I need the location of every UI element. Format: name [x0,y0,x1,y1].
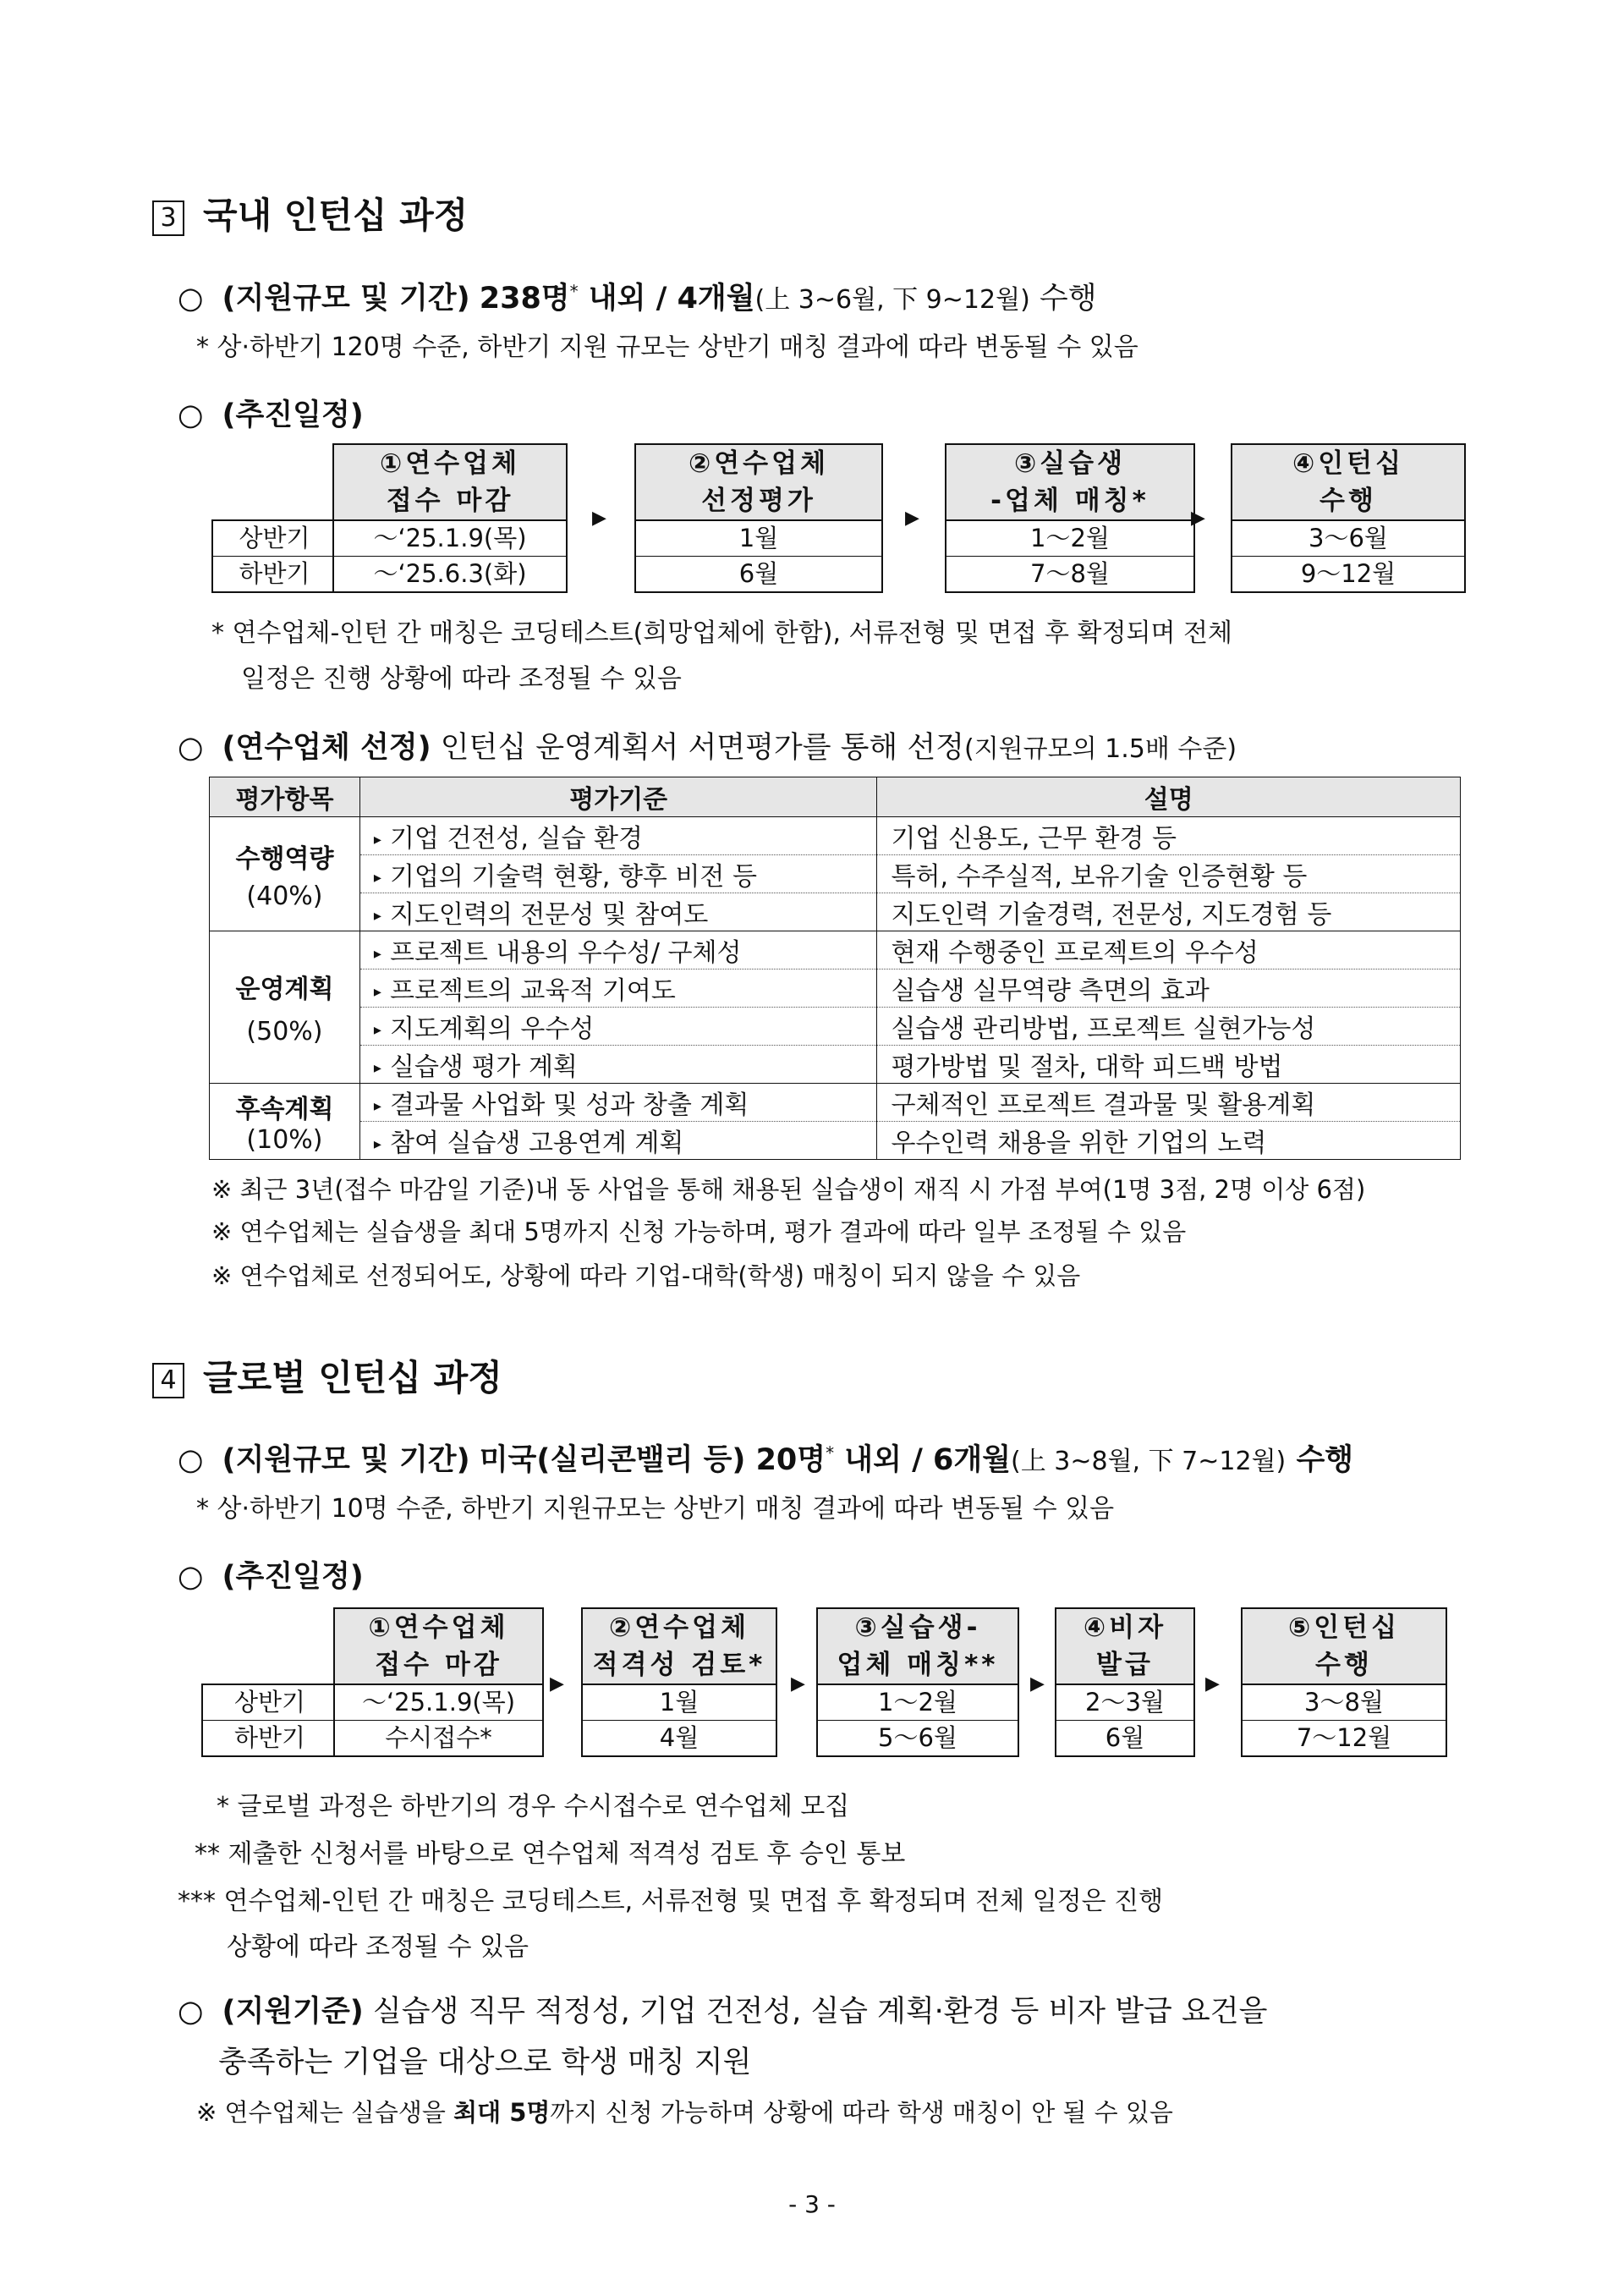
section-number-box: 3 [152,200,184,236]
criterion-text: 지도인력의 전문성 및 참여도 [389,900,709,930]
global-flow-step-1 [333,1607,544,1757]
step-title-line1: ④인턴십 [1232,445,1464,484]
step-title-line1: ①연수업체 [334,445,566,484]
section-3-heading [152,188,468,239]
category-weight: (40%) [246,881,323,911]
selection-note-2: ※ 연수업체는 실습생을 최대 5명까지 신청 가능하며, 평가 결과에 따라 일부 조정될 수 있음 [211,1217,1187,1246]
footnote-star: * [826,1442,835,1464]
criterion-text: 프로젝트의 교육적 기여도 [389,976,676,1006]
step-title-line2: 접수 마감 [335,1646,542,1685]
step-second-half: 6월 [636,556,881,591]
scale-label: (지원규모 및 기간) [222,1443,470,1477]
scale-label: (지원규모 및 기간) [222,282,470,316]
category-cell [210,1084,360,1160]
category-cell [210,931,360,1084]
section-title: 글로벌 인턴십 과정 [203,1357,502,1398]
selection-note-1: ※ 최근 3년(접수 마감일 기준)내 동 사업을 통해 채용된 실습생이 재직 시 가점 부여(1명 3점, 2명 이상 6점) [211,1175,1366,1204]
global-schedule-note-4: 상황에 따라 조정될 수 있음 [227,1932,529,1962]
table-row [210,969,1461,1008]
step-first-half: 2～3월 [1085,1688,1165,1717]
selection-bullet-line [178,724,1237,766]
category-name: 수행역량 [235,843,334,874]
selection-text: 인턴십 운영계획서 서면평가를 통해 선정 [431,731,964,765]
schedule-bullet-line [178,392,364,434]
step-title-line1: ①연수업체 [335,1609,542,1648]
description-text: 우수인력 채용을 위한 기업의 노력 [877,1122,1461,1160]
triangle-bullet-icon: ▸ [373,907,381,925]
row-label-first-half: 상반기 [239,524,310,552]
schedule-note-line2: 일정은 진행 상황에 따라 조정될 수 있음 [241,664,682,694]
row-label-second-half: 하반기 [213,556,336,591]
step-second-half: 7～8월 [946,556,1193,591]
triangle-bullet-icon: ▸ [373,1059,381,1077]
flow-step-4 [1231,443,1466,593]
criterion-text: 실습생 평가 계획 [389,1052,578,1082]
footnote-star: * [569,281,579,302]
step-title-line2: -업체 매칭* [946,482,1193,521]
step-first-half: ～‘25.1.9(목) [373,524,527,552]
note-bold: 최대 5명 [453,2098,551,2127]
bullet: ○ [178,282,204,316]
criterion-text: 프로젝트 내용의 우수성/ 구체성 [389,938,742,968]
evaluation-criteria-table [209,777,1461,1160]
selection-label: (연수업체 선정) [222,731,431,765]
flow-arrow-icon: ▶ [592,508,606,529]
step-title-line1: ②연수업체 [636,445,881,484]
criteria-label: (지원기준) [222,1995,364,2029]
category-cell [210,817,360,931]
step-second-half: ～‘25.6.3(화) [334,556,566,591]
step-title-line2: 선정평가 [636,482,881,521]
criteria-note [196,2094,1173,2128]
scale-rest: 내외 / 6개월 [834,1443,1012,1477]
schedule-row-labels [201,1684,338,1757]
selection-paren: (지원규모의 1.5배 수준) [964,734,1237,764]
global-schedule-note-1: * 글로벌 과정은 하반기의 경우 수시접수로 연수업체 모집 [217,1792,850,1821]
step-first-half: 1～2월 [878,1688,957,1717]
criterion-text: 지도계획의 우수성 [389,1014,595,1044]
step-first-half: 1월 [738,524,779,552]
table-row [210,931,1461,969]
table-row [210,855,1461,893]
flow-step-1 [332,443,568,593]
bullet: ○ [178,398,204,432]
triangle-bullet-icon: ▸ [373,1135,381,1153]
section-4-heading [152,1350,502,1401]
table-row [210,893,1461,931]
description-text: 평가방법 및 절차, 대학 피드백 방법 [877,1046,1461,1084]
flow-arrow-icon: ▶ [1191,508,1205,529]
header-category: 평가항목 [210,777,360,817]
triangle-bullet-icon: ▸ [373,983,381,1001]
table-row [210,817,1461,855]
step-title-line1: ⑤인턴십 [1243,1609,1446,1648]
step-title-line2: 적격성 검토* [583,1646,776,1685]
global-schedule-note-2: ** 제출한 신청서를 바탕으로 연수업체 적격성 검토 후 승인 통보 [195,1839,906,1869]
step-first-half: 3～6월 [1309,524,1388,552]
selection-note-3: ※ 연수업체로 선정되어도, 상황에 따라 기업-대학(학생) 매칭이 되지 않을 수 있음 [211,1261,1081,1290]
triangle-bullet-icon: ▸ [373,831,381,849]
criteria-line1: 실습생 직무 적정성, 기업 건전성, 실습 계획·환경 등 비자 발급 요건을 [363,1995,1268,2029]
scale-tail: 수행 [1286,1443,1354,1477]
page-number: - 3 - [788,2190,836,2218]
global-flow-step-4 [1055,1607,1195,1757]
flow-arrow-icon: ▶ [791,1673,805,1695]
scale-tail: 수행 [1029,282,1097,316]
header-description: 설명 [877,777,1461,817]
triangle-bullet-icon: ▸ [373,1021,381,1039]
description-text: 기업 신용도, 근무 환경 등 [877,817,1461,855]
step-title-line1: ③실습생 [946,445,1193,484]
description-text: 지도인력 기술경력, 전문성, 지도경험 등 [877,893,1461,931]
category-name: 후속계획 [235,1095,334,1124]
bullet: ○ [178,1995,204,2029]
description-text: 실습생 관리방법, 프로젝트 실현가능성 [877,1008,1461,1046]
table-row [210,1084,1461,1122]
triangle-bullet-icon: ▸ [373,945,381,963]
step-second-half: 수시접수* [335,1720,542,1755]
step-first-half: 1～2월 [1030,524,1110,552]
scale-rest: 내외 / 4개월 [578,282,755,316]
step-title-line2: 접수 마감 [334,482,566,521]
global-scale-bullet-line [178,1436,1353,1479]
schedule-row-labels [211,519,337,593]
table-row [210,1122,1461,1160]
note-suffix: 까지 신청 가능하며 상황에 따라 학생 매칭이 안 될 수 있음 [550,2098,1173,2127]
flow-step-2 [634,443,883,593]
global-schedule-bullet-line [178,1553,364,1596]
criteria-bullet-line [178,1988,1267,2030]
global-flow-step-3 [816,1607,1019,1757]
description-text: 특허, 수주실적, 보유기술 인증현황 등 [877,855,1461,893]
criterion-text: 기업의 기술력 현황, 향후 비전 등 [389,862,757,892]
step-first-half: 3～8월 [1304,1688,1384,1717]
step-second-half: 6월 [1056,1720,1193,1755]
scale-period: (上 3~6월, 下 9~12월) [754,285,1030,315]
scale-main: 미국(실리콘밸리 등) 20명 [479,1443,826,1477]
criterion-text: 기업 건전성, 실습 환경 [389,824,643,854]
global-flow-step-2 [581,1607,777,1757]
step-first-half: ～‘25.1.9(목) [361,1688,516,1717]
description-text: 실습생 실무역량 측면의 효과 [877,969,1461,1008]
category-weight: (10%) [246,1125,323,1155]
step-title-line2: 업체 매칭** [818,1646,1018,1685]
note-prefix: ※ 연수업체는 실습생을 [196,2098,454,2127]
scale-main: 238명 [479,282,570,316]
criterion-text: 결과물 사업화 및 성과 창출 계획 [389,1090,749,1120]
category-name: 운영계획 [235,975,334,1004]
step-second-half: 5～6월 [818,1720,1018,1755]
step-title-line2: 수행 [1232,482,1464,521]
triangle-bullet-icon: ▸ [373,869,381,887]
header-criteria: 평가기준 [359,777,877,817]
bullet: ○ [178,731,204,765]
step-second-half: 9～12월 [1232,556,1464,591]
flow-step-3 [945,443,1195,593]
triangle-bullet-icon: ▸ [373,1097,381,1115]
scale-bullet-line [178,275,1097,317]
criterion-text: 참여 실습생 고용연계 계획 [389,1129,684,1158]
step-second-half: 4월 [583,1720,776,1755]
schedule-label: (추진일정) [222,1560,364,1594]
step-title-line2: 발급 [1056,1646,1193,1685]
scale-period: (上 3~8월, 下 7~12월) [1011,1447,1287,1476]
schedule-note-line1: * 연수업체-인턴 간 매칭은 코딩테스트(희망업체에 한함), 서류전형 및 면접 후 확정되며 전체 [211,618,1232,648]
table-row [210,1046,1461,1084]
global-schedule-note-3: *** 연수업체-인턴 간 매칭은 코딩테스트, 서류전형 및 면접 후 확정되며 전체 일정은 진행 [178,1887,1164,1916]
bullet: ○ [178,1560,204,1594]
scale-note: * 상·하반기 120명 수준, 하반기 지원 규모는 상반기 매칭 결과에 따라 변동될 수 있음 [196,332,1138,362]
step-first-half: 1월 [659,1688,700,1717]
flow-arrow-icon: ▶ [1030,1673,1045,1695]
global-flow-step-5 [1241,1607,1447,1757]
description-text: 현재 수행중인 프로젝트의 우수성 [877,931,1461,969]
flow-arrow-icon: ▶ [550,1673,564,1695]
category-weight: (50%) [246,1017,323,1046]
flow-arrow-icon: ▶ [1205,1673,1220,1695]
row-label-second-half: 하반기 [203,1720,337,1755]
global-scale-note: * 상·하반기 10명 수준, 하반기 지원규모는 상반기 매칭 결과에 따라 변동될 수 있음 [196,1494,1115,1524]
flow-arrow-icon: ▶ [905,508,919,529]
step-title-line1: ②연수업체 [583,1609,776,1648]
section-title: 국내 인턴십 과정 [203,195,469,236]
criteria-line2: 충족하는 기업을 대상으로 학생 매칭 지원 [218,2046,752,2079]
section-number-box: 4 [152,1363,184,1398]
step-title-line1: ③실습생- [818,1609,1018,1648]
step-second-half: 7～12월 [1243,1720,1446,1755]
step-title-line1: ④비자 [1056,1609,1193,1648]
bullet: ○ [178,1443,204,1477]
step-title-line2: 수행 [1243,1646,1446,1685]
row-label-first-half: 상반기 [233,1688,306,1717]
description-text: 구체적인 프로젝트 결과물 및 활용계획 [877,1084,1461,1122]
table-row [210,1008,1461,1046]
schedule-label: (추진일정) [222,398,364,432]
